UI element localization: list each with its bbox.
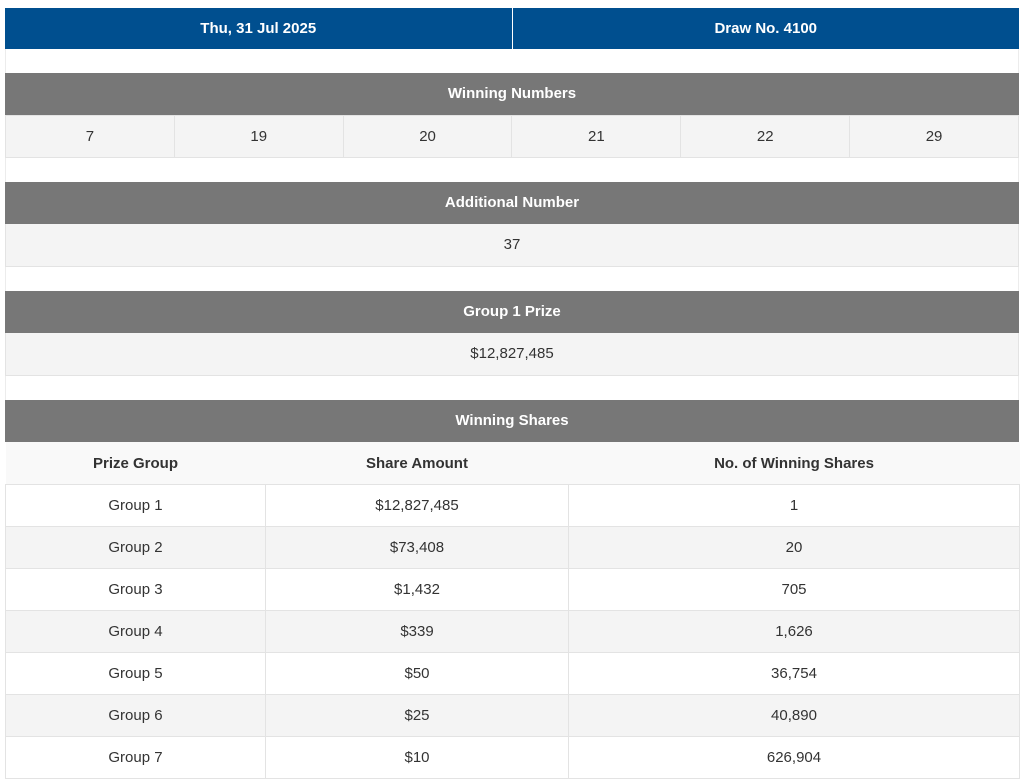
table-row	[6, 527, 1020, 569]
winning-shares-cell: 20	[569, 527, 1020, 569]
additional-number-title: Additional Number	[5, 182, 1019, 224]
winning-shares-cell: 36,754	[569, 653, 1020, 695]
winning-number: 7	[6, 116, 175, 158]
column-header-winning-shares: No. of Winning Shares	[569, 442, 1020, 485]
table-row	[6, 653, 1020, 695]
table-header-row	[6, 442, 1020, 485]
table-row	[6, 737, 1020, 779]
share-amount-cell: $1,432	[266, 569, 569, 611]
table-row	[6, 611, 1020, 653]
draw-date: Thu, 31 Jul 2025	[5, 8, 512, 49]
prize-group-cell: Group 2	[6, 527, 266, 569]
winning-number: 20	[343, 116, 512, 158]
winning-numbers-table	[5, 115, 1019, 158]
draw-number: Draw No. 4100	[512, 8, 1019, 49]
group1-prize-title: Group 1 Prize	[5, 291, 1019, 333]
share-amount-cell: $50	[266, 653, 569, 695]
winning-shares-cell: 1	[569, 485, 1020, 527]
winning-shares-cell: 1,626	[569, 611, 1020, 653]
winning-shares-cell: 40,890	[569, 695, 1020, 737]
winning-shares-cell: 705	[569, 569, 1020, 611]
winning-numbers-title: Winning Numbers	[5, 73, 1019, 115]
share-amount-cell: $12,827,485	[266, 485, 569, 527]
spacer	[5, 158, 1019, 182]
winning-number: 22	[681, 116, 850, 158]
winning-shares-title: Winning Shares	[5, 400, 1019, 442]
winning-number: 19	[174, 116, 343, 158]
draw-header	[5, 8, 1019, 49]
winning-shares-cell: 626,904	[569, 737, 1020, 779]
share-amount-cell: $73,408	[266, 527, 569, 569]
prize-group-cell: Group 7	[6, 737, 266, 779]
spacer	[5, 49, 1019, 73]
share-amount-cell: $339	[266, 611, 569, 653]
table-row	[6, 695, 1020, 737]
table-row	[6, 485, 1020, 527]
spacer	[5, 267, 1019, 291]
winning-shares-table	[5, 442, 1020, 779]
winning-number: 29	[850, 116, 1019, 158]
winning-number: 21	[512, 116, 681, 158]
prize-group-cell: Group 6	[6, 695, 266, 737]
column-header-share-amount: Share Amount	[266, 442, 569, 485]
additional-number-value: 37	[5, 224, 1019, 267]
prize-group-cell: Group 5	[6, 653, 266, 695]
prize-group-cell: Group 3	[6, 569, 266, 611]
column-header-prize-group: Prize Group	[6, 442, 266, 485]
share-amount-cell: $25	[266, 695, 569, 737]
draw-results	[5, 8, 1019, 779]
share-amount-cell: $10	[266, 737, 569, 779]
prize-group-cell: Group 4	[6, 611, 266, 653]
group1-prize-value: $12,827,485	[5, 333, 1019, 376]
prize-group-cell: Group 1	[6, 485, 266, 527]
spacer	[5, 376, 1019, 400]
table-row	[6, 569, 1020, 611]
